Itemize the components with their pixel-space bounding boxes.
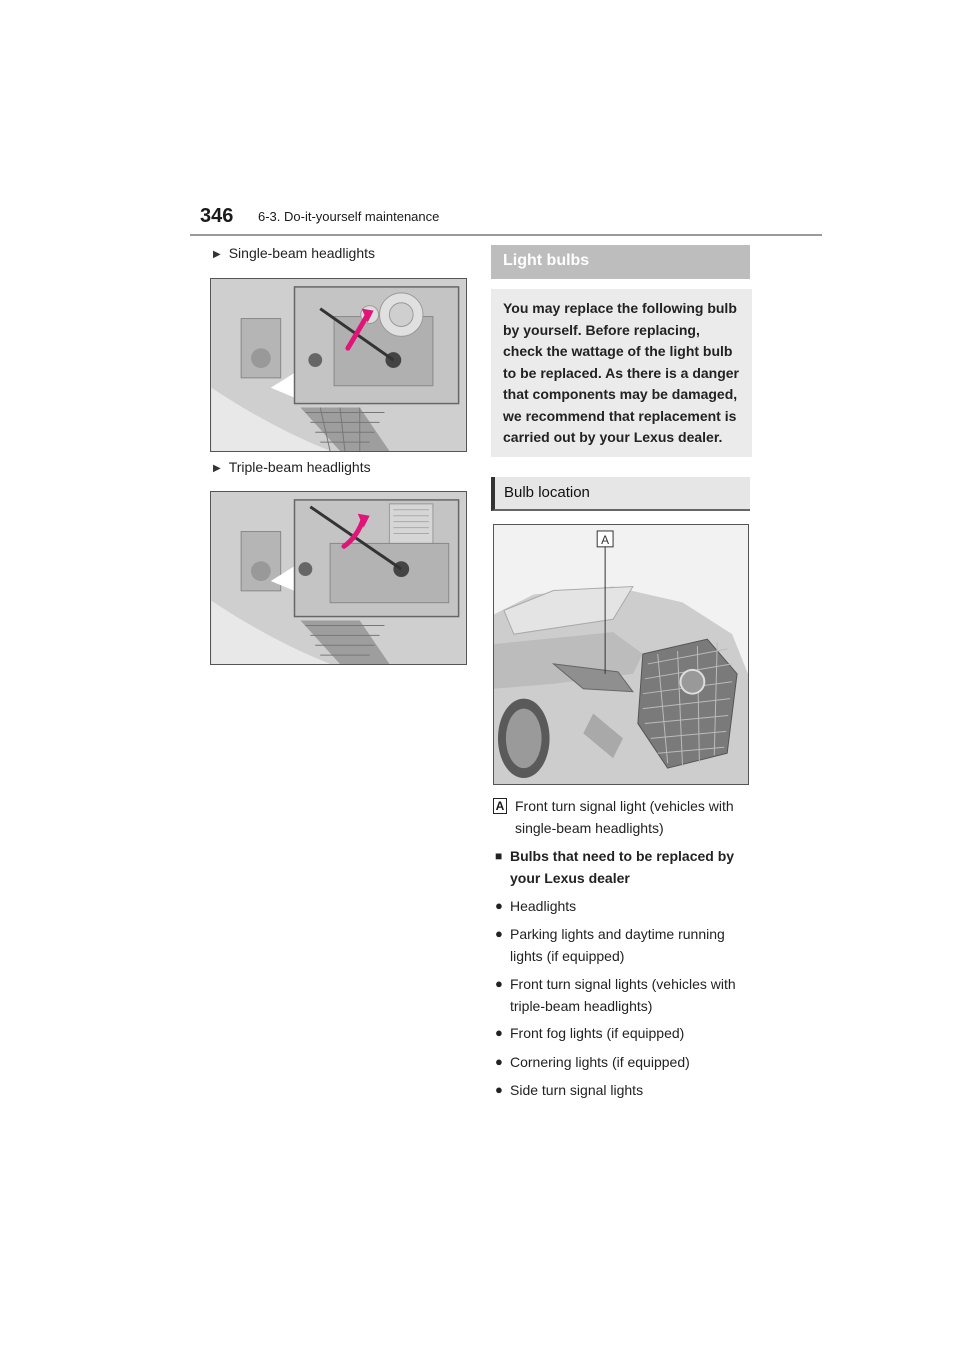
- dealer-bulbs-heading: ■ Bulbs that need to be replaced by your Lexus dealer: [495, 845, 755, 889]
- car-front-illustration: [494, 525, 748, 784]
- single-beam-label: ▶ Single-beam headlights: [213, 245, 376, 261]
- legend-a-badge: A: [493, 798, 507, 814]
- list-item: ● Cornering lights (if equipped): [495, 1051, 755, 1073]
- list-item: ● Headlights: [495, 895, 755, 917]
- dot-bullet-icon: ●: [495, 898, 503, 913]
- dot-bullet-icon: ●: [495, 976, 503, 991]
- triangle-bullet-icon: ▶: [213, 249, 221, 260]
- square-bullet-icon: ■: [495, 849, 503, 863]
- engine-bay-illustration-1: [211, 279, 466, 451]
- single-beam-headlight-photo: [210, 278, 467, 452]
- callout-a-label: A: [601, 532, 610, 547]
- dot-bullet-icon: ●: [495, 1025, 503, 1040]
- triple-beam-label: ▶ Triple-beam headlights: [213, 459, 371, 475]
- page-header: [200, 205, 760, 235]
- dot-bullet-icon: ●: [495, 1082, 503, 1097]
- triangle-bullet-icon: ▶: [213, 463, 221, 474]
- list-item: ● Parking lights and daytime running lights (if equipped): [495, 923, 755, 967]
- dot-bullet-icon: ●: [495, 926, 503, 941]
- header-rule: [190, 234, 822, 236]
- page-number: 346: [200, 205, 234, 227]
- triple-beam-headlight-photo: [210, 491, 467, 665]
- engine-bay-illustration-2: [211, 492, 466, 664]
- bulb-location-heading: Bulb location: [491, 477, 750, 511]
- section-title: 6-3. Do-it-yourself maintenance: [258, 209, 440, 224]
- light-bulbs-info-box: [491, 289, 752, 457]
- list-item: ● Side turn signal lights: [495, 1079, 755, 1101]
- light-bulbs-intro: You may replace the following bulb by yourself. Before replacing, check the wattage of the light bulb to be replaced. As there is a danger that components may be damaged, we recommend that replacement is carried out by your Lexus dealer.: [503, 300, 740, 445]
- dot-bullet-icon: ●: [495, 1054, 503, 1069]
- light-bulbs-heading: Light bulbs: [491, 245, 750, 279]
- list-item: ● Front fog lights (if equipped): [495, 1022, 755, 1044]
- legend-a-text: Front turn signal light (vehicles with single-beam headlights): [515, 798, 734, 836]
- list-item: ● Front turn signal lights (vehicles with triple-beam headlights): [495, 973, 755, 1017]
- bulb-location-car-photo: [493, 524, 749, 785]
